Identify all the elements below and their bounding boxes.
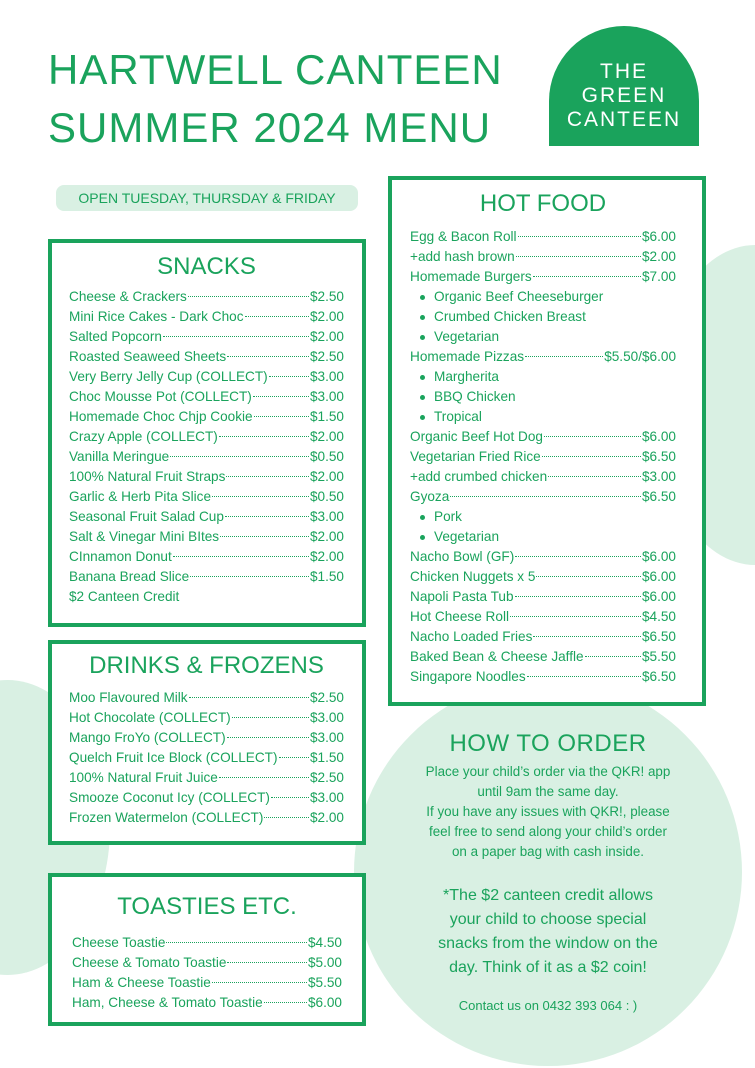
dot-leader <box>542 456 641 457</box>
menu-item-name: Mango FroYo (COLLECT) <box>69 730 226 745</box>
menu-item <box>69 748 344 768</box>
menu-sub-item: Margherita <box>410 367 676 387</box>
menu-item <box>69 407 344 427</box>
menu-item-name: Garlic & Herb Pita Slice <box>69 489 212 504</box>
menu-item-name: Roasted Seaweed Sheets <box>69 349 227 364</box>
credit-note-line: your child to choose special <box>449 911 647 928</box>
menu-item <box>69 347 344 367</box>
menu-item-price: $3.00 <box>309 710 344 725</box>
menu-item-name: Homemade Burgers <box>410 269 532 284</box>
menu-item-price: $6.00 <box>307 995 342 1010</box>
logo-word-canteen: CANTEEN <box>566 108 682 131</box>
menu-item-price: $3.00 <box>309 369 344 384</box>
menu-item <box>410 447 676 467</box>
menu-item <box>410 467 676 487</box>
dot-leader <box>212 496 309 497</box>
menu-item <box>410 227 676 247</box>
menu-item-name: Homemade Pizzas <box>410 349 525 364</box>
menu-item <box>69 708 344 728</box>
menu-item-price: $0.50 <box>309 449 344 464</box>
menu-item <box>69 788 344 808</box>
dot-leader <box>264 817 309 818</box>
order-line: on a paper bag with cash inside. <box>451 844 645 859</box>
order-line: Place your child’s order via the QKR! app <box>425 764 671 779</box>
dot-leader <box>533 276 641 277</box>
menu-item-price: $1.50 <box>309 750 344 765</box>
menu-item-name: Ham & Cheese Toastie <box>72 975 211 990</box>
menu-item <box>410 647 676 667</box>
menu-item <box>69 587 344 607</box>
how-to-order-section <box>398 730 698 1013</box>
menu-item-name: Egg & Bacon Roll <box>410 229 517 244</box>
menu-sub-item: BBQ Chicken <box>410 387 676 407</box>
dot-leader <box>254 416 309 417</box>
order-line: feel free to send along your child’s order <box>429 824 667 839</box>
how-to-order-title: HOW TO ORDER <box>449 730 647 757</box>
menu-item <box>410 267 676 287</box>
menu-item-price: $6.00 <box>641 229 676 244</box>
menu-item-price: $2.50 <box>309 690 344 705</box>
menu-item-name: Ham, Cheese & Tomato Toastie <box>72 995 263 1010</box>
dot-leader <box>227 737 309 738</box>
dot-leader <box>548 476 641 477</box>
menu-item-name: CInnamon Donut <box>69 549 172 564</box>
logo-word-green: GREEN <box>581 84 667 107</box>
menu-item <box>69 447 344 467</box>
menu-item <box>410 347 676 367</box>
toasties-list <box>72 933 342 1013</box>
credit-note-line: day. Think of it as a $2 coin! <box>449 959 647 976</box>
menu-item-name: Crazy Apple (COLLECT) <box>69 429 218 444</box>
menu-sub-item: Tropical <box>410 407 676 427</box>
dot-leader <box>219 777 309 778</box>
menu-item-name: Choc Mousse Pot (COLLECT) <box>69 389 252 404</box>
menu-item-name: Nacho Loaded Fries <box>410 629 533 644</box>
drinks-title: DRINKS & FROZENS <box>89 652 324 679</box>
menu-item-price: $2.00 <box>309 810 344 825</box>
menu-sub-item: Vegetarian <box>410 327 676 347</box>
drinks-list <box>69 688 344 828</box>
menu-item-name: Napoli Pasta Tub <box>410 589 514 604</box>
menu-item <box>69 688 344 708</box>
menu-item-price: $6.50 <box>641 489 676 504</box>
dot-leader <box>279 757 309 758</box>
menu-item-name: Cheese Toastie <box>72 935 166 950</box>
menu-title-line2: SUMMER 2024 MENU <box>48 104 492 151</box>
menu-item-name: Hot Cheese Roll <box>410 609 509 624</box>
dot-leader <box>533 636 641 637</box>
order-line: If you have any issues with QKR!, please <box>426 804 670 819</box>
menu-item-price: $6.50 <box>641 669 676 684</box>
menu-item-name: 100% Natural Fruit Straps <box>69 469 226 484</box>
menu-item-price: $7.00 <box>641 269 676 284</box>
menu-item <box>69 487 344 507</box>
menu-item <box>410 427 676 447</box>
dot-leader <box>271 797 309 798</box>
menu-item-name: Hot Chocolate (COLLECT) <box>69 710 231 725</box>
dot-leader <box>212 982 307 983</box>
menu-item-price: $6.00 <box>641 569 676 584</box>
dot-leader <box>269 376 309 377</box>
menu-item-price: $2.50 <box>309 349 344 364</box>
menu-item-price: $6.00 <box>641 429 676 444</box>
menu-item <box>410 627 676 647</box>
dot-leader <box>166 942 307 943</box>
menu-item-name: Organic Beef Hot Dog <box>410 429 543 444</box>
dot-leader <box>515 556 641 557</box>
menu-item <box>69 307 344 327</box>
menu-item-price: $5.50/$6.00 <box>604 349 676 364</box>
dot-leader <box>173 556 309 557</box>
menu-item-name: Moo Flavoured Milk <box>69 690 188 705</box>
menu-item <box>69 768 344 788</box>
menu-item <box>69 427 344 447</box>
menu-item <box>69 327 344 347</box>
dot-leader <box>245 316 309 317</box>
canteen-credit-note <box>398 884 698 980</box>
dot-leader <box>170 456 309 457</box>
menu-title-line1: HARTWELL CANTEEN <box>48 46 503 93</box>
menu-item-price: $2.00 <box>309 329 344 344</box>
dot-leader <box>226 476 309 477</box>
menu-item <box>72 993 342 1013</box>
menu-item <box>69 547 344 567</box>
menu-item <box>72 933 342 953</box>
menu-item <box>410 667 676 687</box>
menu-item-name: Chicken Nuggets x 5 <box>410 569 536 584</box>
menu-item-name: Frozen Watermelon (COLLECT) <box>69 810 264 825</box>
dot-leader <box>220 536 309 537</box>
menu-item-price: $5.50 <box>641 649 676 664</box>
menu-item-name: Seasonal Fruit Salad Cup <box>69 509 224 524</box>
menu-item-name: Vanilla Meringue <box>69 449 170 464</box>
menu-item <box>69 507 344 527</box>
menu-item-name: Cheese & Crackers <box>69 289 187 304</box>
menu-item-price: $6.00 <box>641 549 676 564</box>
menu-sub-item: Organic Beef Cheeseburger <box>410 287 676 307</box>
menu-item-price: $2.00 <box>309 529 344 544</box>
menu-item-price: $6.50 <box>641 449 676 464</box>
snacks-title: SNACKS <box>157 253 256 280</box>
menu-item-name: Very Berry Jelly Cup (COLLECT) <box>69 369 268 384</box>
snacks-list <box>69 287 344 607</box>
menu-item-price: $3.00 <box>309 509 344 524</box>
dot-leader <box>190 576 309 577</box>
menu-item <box>72 953 342 973</box>
dot-leader <box>163 336 309 337</box>
dot-leader <box>219 436 309 437</box>
dot-leader <box>253 396 309 397</box>
dot-leader <box>227 356 309 357</box>
menu-sub-item: Pork <box>410 507 676 527</box>
menu-item-price: $2.50 <box>309 289 344 304</box>
menu-item-name: Quelch Fruit Ice Block (COLLECT) <box>69 750 278 765</box>
menu-item <box>69 467 344 487</box>
menu-item-price: $4.50 <box>641 609 676 624</box>
drinks-section <box>48 640 366 845</box>
menu-item-price: $5.00 <box>307 955 342 970</box>
menu-sub-item: Vegetarian <box>410 527 676 547</box>
toasties-title: TOASTIES ETC. <box>117 893 297 920</box>
menu-item-name: $2 Canteen Credit <box>69 589 180 604</box>
menu-item-price: $2.00 <box>309 469 344 484</box>
menu-item <box>410 567 676 587</box>
menu-item-price: $2.50 <box>309 770 344 785</box>
menu-item-name: Mini Rice Cakes - Dark Choc <box>69 309 244 324</box>
open-days-badge: OPEN TUESDAY, THURSDAY & FRIDAY <box>56 185 358 211</box>
dot-leader <box>544 436 641 437</box>
dot-leader <box>516 256 641 257</box>
snacks-section <box>48 239 366 627</box>
dot-leader <box>225 516 309 517</box>
menu-item-price: $1.50 <box>309 409 344 424</box>
dot-leader <box>536 576 641 577</box>
menu-item-name: 100% Natural Fruit Juice <box>69 770 218 785</box>
logo-word-the: THE <box>600 60 648 83</box>
menu-item-price: $3.00 <box>309 730 344 745</box>
menu-item-price: $2.00 <box>309 429 344 444</box>
dot-leader <box>525 356 603 357</box>
menu-item-price: $1.50 <box>309 569 344 584</box>
menu-item <box>69 808 344 828</box>
menu-item-price: $4.50 <box>307 935 342 950</box>
menu-sub-item: Crumbed Chicken Breast <box>410 307 676 327</box>
menu-item <box>69 287 344 307</box>
menu-item <box>69 367 344 387</box>
menu-item-price: $5.50 <box>307 975 342 990</box>
dot-leader <box>232 717 309 718</box>
menu-item-name: Salt & Vinegar Mini BItes <box>69 529 220 544</box>
menu-item <box>410 487 676 507</box>
menu-item-name: Vegetarian Fried Rice <box>410 449 541 464</box>
menu-item-name: Smooze Coconut Icy (COLLECT) <box>69 790 270 805</box>
credit-note-line: *The $2 canteen credit allows <box>443 887 653 904</box>
menu-item-price: $3.00 <box>641 469 676 484</box>
dot-leader <box>527 676 641 677</box>
contact-line: Contact us on 0432 393 064 : ) <box>458 998 638 1013</box>
menu-item-price: $0.50 <box>309 489 344 504</box>
menu-item <box>410 247 676 267</box>
menu-item-price: $2.00 <box>309 309 344 324</box>
hot-food-section <box>388 176 706 706</box>
dot-leader <box>227 962 307 963</box>
menu-item-price: $6.50 <box>641 629 676 644</box>
order-line: until 9am the same day. <box>477 784 619 799</box>
menu-item-price: $3.00 <box>309 389 344 404</box>
menu-item <box>69 387 344 407</box>
menu-item <box>410 547 676 567</box>
menu-item <box>410 587 676 607</box>
menu-item <box>69 728 344 748</box>
dot-leader <box>189 697 309 698</box>
menu-item-name: Baked Bean & Cheese Jaffle <box>410 649 584 664</box>
dot-leader <box>264 1002 307 1003</box>
dot-leader <box>518 236 641 237</box>
menu-item-name: +add crumbed chicken <box>410 469 548 484</box>
menu-item-name: Banana Bread Slice <box>69 569 190 584</box>
toasties-section <box>48 873 366 1026</box>
menu-item-name: Nacho Bowl (GF) <box>410 549 515 564</box>
menu-item-price: $2.00 <box>641 249 676 264</box>
hot-food-title: HOT FOOD <box>479 190 607 217</box>
menu-item-price: $2.00 <box>309 549 344 564</box>
green-canteen-logo <box>549 26 699 146</box>
dot-leader <box>515 596 641 597</box>
menu-item-name: Gyoza <box>410 489 450 504</box>
credit-note-line: snacks from the window on the <box>438 935 658 952</box>
menu-item-price: $3.00 <box>309 790 344 805</box>
menu-item <box>72 973 342 993</box>
menu-item <box>410 607 676 627</box>
menu-item <box>69 527 344 547</box>
hot-food-list <box>410 227 676 687</box>
menu-item-name: Salted Popcorn <box>69 329 162 344</box>
dot-leader <box>585 656 641 657</box>
menu-item-name: Cheese & Tomato Toastie <box>72 955 227 970</box>
dot-leader <box>510 616 641 617</box>
menu-item-name: +add hash brown <box>410 249 515 264</box>
menu-item <box>69 567 344 587</box>
dot-leader <box>188 296 309 297</box>
menu-item-name: Homemade Choc Chjp Cookie <box>69 409 253 424</box>
dot-leader <box>450 496 641 497</box>
menu-item-price: $6.00 <box>641 589 676 604</box>
menu-item-name: Singapore Noodles <box>410 669 526 684</box>
